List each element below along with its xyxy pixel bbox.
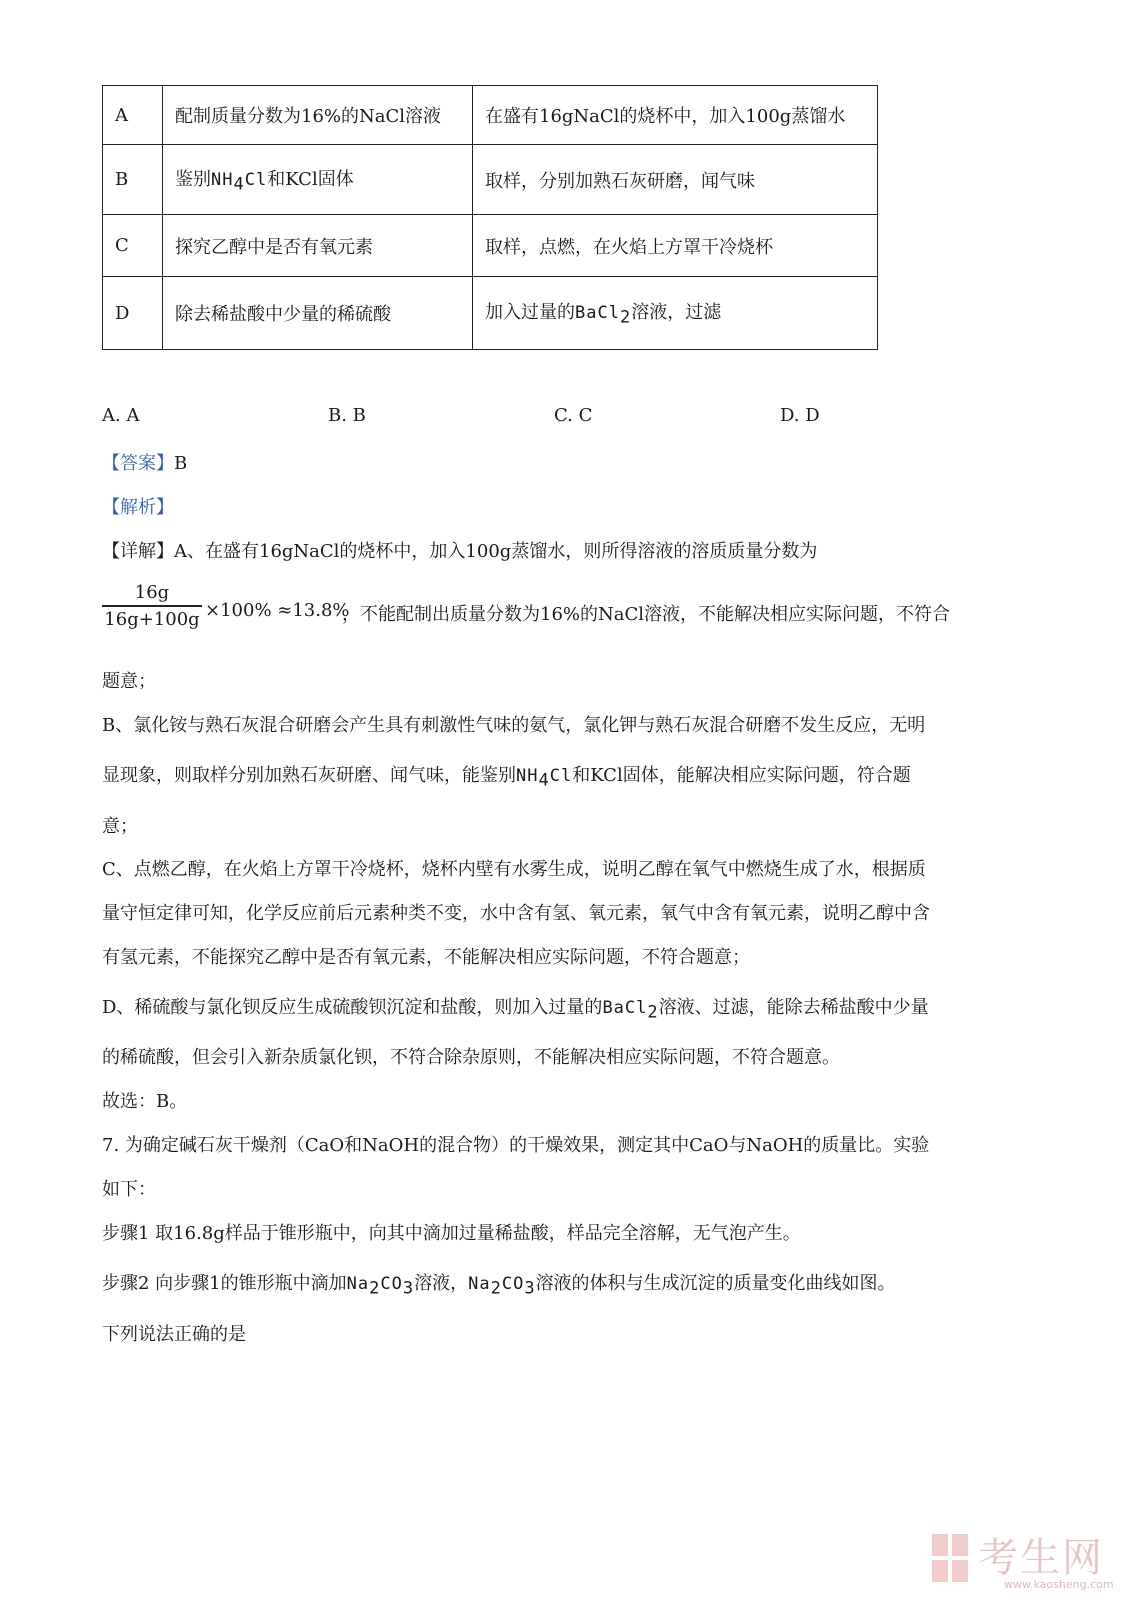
conclusion: 故选：B。 <box>102 1091 188 1112</box>
row-goal: 探究乙醇中是否有氧元素 <box>163 215 473 277</box>
question7-line2: 如下： <box>102 1179 156 1200</box>
watermark-logo-icon <box>930 1532 970 1584</box>
row-label: B <box>103 145 163 215</box>
detail-b-line2: 显现象，则取样分别加熟石灰研磨、闻气味，能鉴别$NH_4Cl$和KCl固体，能解决相应实际问题，符合题 <box>102 765 911 791</box>
row-label: C <box>103 215 163 277</box>
row-method: 加入过量的BaCl$_2$溶液，过滤 <box>473 277 878 350</box>
detail-d-line2: 的稀硫酸，但会引入新杂质氯化钡，不符合除杂原则，不能解决相应实际问题，不符合题意。 <box>102 1047 840 1068</box>
fraction-denominator: 16g+100g <box>104 608 200 630</box>
options-table <box>102 85 878 350</box>
row-goal: 配制质量分数为16%的NaCl溶液 <box>163 86 473 145</box>
answer-tag: 【答案】 <box>102 453 174 474</box>
table-row <box>103 145 878 215</box>
row-method: 在盛有16gNaCl的烧杯中，加入100g蒸馏水 <box>473 86 878 145</box>
fraction <box>102 582 202 630</box>
question7-line1: 7. 为确定碱石灰干燥剂（CaO和NaOH的混合物）的干燥效果，测定其中CaO与NaOH的质量比。实验 <box>102 1135 930 1156</box>
choice-b: B. B <box>328 405 366 426</box>
fraction-bar <box>102 605 202 607</box>
row-goal: 除去稀盐酸中少量的稀硫酸 <box>163 277 473 350</box>
choice-d: D. D <box>780 405 820 426</box>
detail-a-line3: 题意； <box>102 671 156 692</box>
fraction-rest: ×100% ≈13.8% <box>205 600 350 621</box>
detail-c-line2: 量守恒定律可知，化学反应前后元素种类不变，水中含有氢、氧元素，氧气中含有氧元素，说明乙醇中含 <box>102 903 930 924</box>
fraction-numerator: 16g <box>134 582 170 603</box>
row-label: D <box>103 277 163 350</box>
row-label: A <box>103 86 163 145</box>
detail-c-line3: 有氢元素，不能探究乙醇中是否有氧元素，不能解决相应实际问题，不符合题意； <box>102 947 750 968</box>
row-goal: 鉴别$NH_4Cl$和KCl固体 <box>163 145 473 215</box>
detail-tag: 【详解】 <box>102 541 174 562</box>
answer-value: B <box>174 453 188 474</box>
answer-line <box>102 449 187 475</box>
table-row <box>103 277 878 350</box>
question7-ask: 下列说法正确的是 <box>102 1324 246 1345</box>
detail-a-line2: ，不能配制出质量分数为16%的NaCl溶液，不能解决相应实际问题，不符合 <box>342 604 951 625</box>
detail-b-line3: 意； <box>102 816 138 837</box>
detail-a-line1: 【详解】A、在盛有16gNaCl的烧杯中，加入100g蒸馏水，则所得溶液的溶质质量分数为 <box>102 541 818 562</box>
table-row <box>103 86 878 145</box>
row-method: 取样，点燃，在火焰上方罩干冷烧杯 <box>473 215 878 277</box>
step1: 步骤1 取16.8g样品于锥形瓶中，向其中滴加过量稀盐酸，样品完全溶解，无气泡产生。 <box>102 1223 801 1244</box>
detail-c-line1: C、点燃乙醇，在火焰上方罩干冷烧杯，烧杯内壁有水雾生成，说明乙醇在氧气中燃烧生成了水，根据质 <box>102 859 926 880</box>
choice-a: A. A <box>102 405 140 426</box>
table-row <box>103 215 878 277</box>
detail-b-line1: B、氯化铵与熟石灰混合研磨会产生具有刺激性气味的氨气，氯化钾与熟石灰混合研磨不发生反应，无明 <box>102 715 926 736</box>
analysis-tag: 【解析】 <box>102 497 174 518</box>
watermark-url: www.kaosheng.com <box>1004 1578 1114 1591</box>
row-method: 取样，分别加熟石灰研磨，闻气味 <box>473 145 878 215</box>
choice-c: C. C <box>554 405 593 426</box>
watermark-text: 考生网 <box>978 1535 1104 1581</box>
step2: 步骤2 向步骤1的锥形瓶中滴加$Na_2CO_3$溶液，$Na_2CO_3$溶液的体积与生成沉淀的质量变化曲线如图。 <box>102 1273 896 1299</box>
detail-d-line1: D、稀硫酸与氯化钡反应生成硫酸钡沉淀和盐酸，则加入过量的BaCl$_2$溶液、过滤，能除去稀盐酸中少量 <box>102 997 929 1023</box>
